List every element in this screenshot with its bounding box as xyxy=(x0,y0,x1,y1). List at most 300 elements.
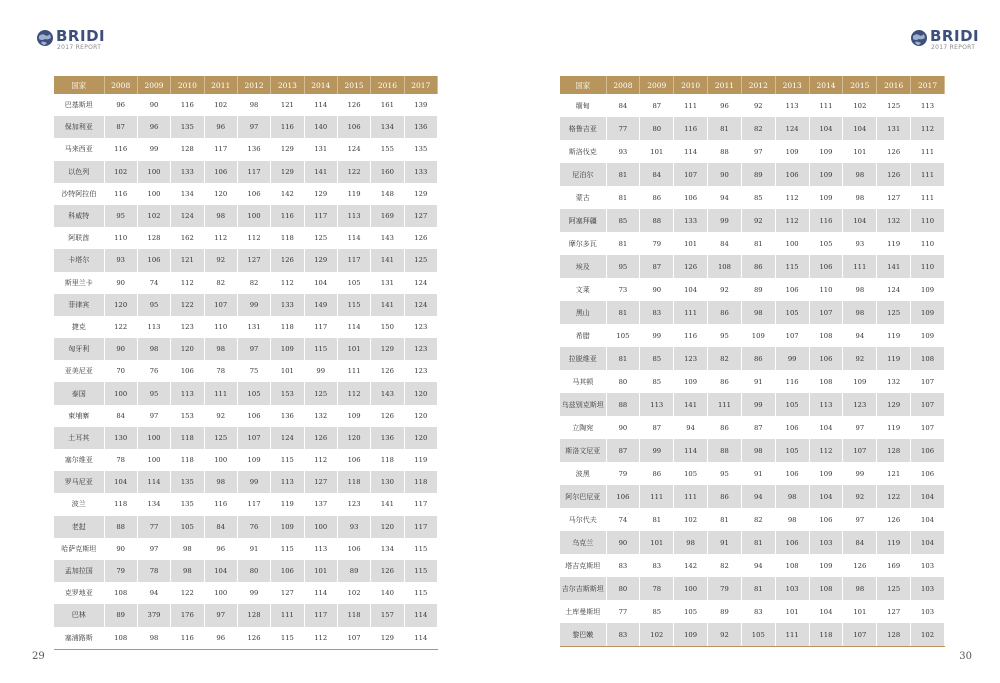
header-year: 2012 xyxy=(237,76,270,94)
index-value-cell: 106 xyxy=(775,278,809,301)
index-value-cell: 97 xyxy=(741,140,775,163)
index-value-cell: 127 xyxy=(271,582,304,604)
index-value-cell: 88 xyxy=(104,516,137,538)
index-value-cell: 109 xyxy=(809,140,843,163)
index-value-cell: 134 xyxy=(371,538,404,560)
country-name-cell: 黑山 xyxy=(560,301,606,324)
index-value-cell: 116 xyxy=(171,94,204,116)
index-value-cell: 99 xyxy=(843,462,877,485)
header-year: 2010 xyxy=(171,76,204,94)
index-value-cell: 119 xyxy=(877,416,911,439)
table-row xyxy=(54,493,438,515)
index-value-cell: 121 xyxy=(271,94,304,116)
index-value-cell: 117 xyxy=(404,493,437,515)
index-value-cell: 98 xyxy=(674,531,708,554)
index-value-cell: 81 xyxy=(606,163,640,186)
country-name-cell: 土耳其 xyxy=(54,427,104,449)
table-row xyxy=(560,600,945,623)
table-row xyxy=(560,163,945,186)
index-value-cell: 109 xyxy=(843,370,877,393)
index-value-cell: 153 xyxy=(271,382,304,404)
index-value-cell: 124 xyxy=(775,117,809,140)
index-value-cell: 120 xyxy=(404,427,437,449)
index-value-cell: 111 xyxy=(674,301,708,324)
index-value-cell: 129 xyxy=(271,138,304,160)
index-value-cell: 92 xyxy=(741,94,775,117)
index-value-cell: 110 xyxy=(204,316,237,338)
index-value-cell: 99 xyxy=(237,294,270,316)
index-value-cell: 107 xyxy=(911,416,945,439)
index-value-cell: 105 xyxy=(337,272,370,294)
logo-subtext: 2017 REPORT xyxy=(931,44,976,51)
index-value-cell: 92 xyxy=(708,278,742,301)
index-value-cell: 118 xyxy=(271,316,304,338)
index-value-cell: 82 xyxy=(708,554,742,577)
index-value-cell: 80 xyxy=(640,117,674,140)
index-value-cell: 107 xyxy=(674,163,708,186)
index-value-cell: 379 xyxy=(137,604,170,626)
index-value-cell: 100 xyxy=(104,382,137,404)
index-value-cell: 109 xyxy=(809,163,843,186)
index-value-cell: 100 xyxy=(137,449,170,471)
header-year: 2011 xyxy=(708,76,742,94)
index-value-cell: 134 xyxy=(171,183,204,205)
index-value-cell: 77 xyxy=(606,117,640,140)
index-value-cell: 86 xyxy=(640,186,674,209)
index-value-cell: 169 xyxy=(877,554,911,577)
globe-icon xyxy=(36,29,54,47)
index-value-cell: 117 xyxy=(304,316,337,338)
index-value-cell: 141 xyxy=(304,161,337,183)
index-value-cell: 118 xyxy=(171,427,204,449)
table-row xyxy=(560,255,945,278)
index-value-cell: 112 xyxy=(171,272,204,294)
index-value-cell: 135 xyxy=(404,138,437,160)
index-value-cell: 89 xyxy=(337,560,370,582)
country-name-cell: 斯洛伐克 xyxy=(560,140,606,163)
index-value-cell: 116 xyxy=(104,183,137,205)
table-row xyxy=(54,138,438,160)
index-value-cell: 92 xyxy=(741,209,775,232)
index-value-cell: 107 xyxy=(204,294,237,316)
index-value-cell: 109 xyxy=(809,186,843,209)
right-page xyxy=(500,0,1000,683)
table-row xyxy=(560,462,945,485)
index-value-cell: 105 xyxy=(171,516,204,538)
index-value-cell: 97 xyxy=(137,538,170,560)
table-row xyxy=(54,427,438,449)
index-value-cell: 101 xyxy=(843,140,877,163)
index-value-cell: 142 xyxy=(271,183,304,205)
header-year: 2011 xyxy=(204,76,237,94)
index-value-cell: 111 xyxy=(674,94,708,117)
index-value-cell: 117 xyxy=(337,249,370,271)
index-value-cell: 106 xyxy=(606,485,640,508)
index-value-cell: 106 xyxy=(775,531,809,554)
index-value-cell: 101 xyxy=(640,531,674,554)
index-value-cell: 106 xyxy=(337,116,370,138)
index-value-cell: 82 xyxy=(741,117,775,140)
index-value-cell: 112 xyxy=(204,227,237,249)
index-value-cell: 126 xyxy=(843,554,877,577)
index-value-cell: 126 xyxy=(371,560,404,582)
table-row xyxy=(54,560,438,582)
index-value-cell: 85 xyxy=(640,347,674,370)
country-name-cell: 摩尔多瓦 xyxy=(560,232,606,255)
index-value-cell: 92 xyxy=(708,623,742,647)
country-name-cell: 菲律宾 xyxy=(54,294,104,316)
index-value-cell: 122 xyxy=(171,582,204,604)
index-value-cell: 108 xyxy=(809,370,843,393)
index-value-cell: 89 xyxy=(708,600,742,623)
country-name-cell: 阿尔巴尼亚 xyxy=(560,485,606,508)
index-value-cell: 102 xyxy=(843,94,877,117)
country-name-cell: 黎巴嫩 xyxy=(560,623,606,647)
index-value-cell: 112 xyxy=(237,227,270,249)
index-value-cell: 81 xyxy=(708,117,742,140)
index-value-cell: 91 xyxy=(741,370,775,393)
country-name-cell: 斯里兰卡 xyxy=(54,272,104,294)
index-value-cell: 79 xyxy=(104,560,137,582)
index-value-cell: 150 xyxy=(371,316,404,338)
index-value-cell: 110 xyxy=(104,227,137,249)
index-value-cell: 108 xyxy=(775,554,809,577)
index-value-cell: 79 xyxy=(640,232,674,255)
index-value-cell: 86 xyxy=(708,485,742,508)
index-value-cell: 104 xyxy=(809,416,843,439)
index-value-cell: 87 xyxy=(640,416,674,439)
index-value-cell: 124 xyxy=(404,272,437,294)
index-value-cell: 99 xyxy=(237,471,270,493)
index-value-cell: 100 xyxy=(137,427,170,449)
table-row xyxy=(560,623,945,647)
index-value-cell: 84 xyxy=(640,163,674,186)
table-row xyxy=(560,370,945,393)
index-value-cell: 124 xyxy=(171,205,204,227)
index-value-cell: 112 xyxy=(337,382,370,404)
index-value-cell: 109 xyxy=(674,623,708,647)
index-value-cell: 113 xyxy=(171,382,204,404)
index-value-cell: 83 xyxy=(640,301,674,324)
table-row xyxy=(54,582,438,604)
index-value-cell: 126 xyxy=(304,427,337,449)
index-value-cell: 136 xyxy=(404,116,437,138)
index-value-cell: 162 xyxy=(171,227,204,249)
index-value-cell: 93 xyxy=(606,140,640,163)
index-value-cell: 111 xyxy=(337,360,370,382)
index-value-cell: 98 xyxy=(741,439,775,462)
country-name-cell: 斯洛文尼亚 xyxy=(560,439,606,462)
index-value-cell: 129 xyxy=(304,249,337,271)
index-value-cell: 82 xyxy=(204,272,237,294)
index-value-cell: 124 xyxy=(271,427,304,449)
index-value-cell: 117 xyxy=(304,205,337,227)
index-value-cell: 107 xyxy=(843,623,877,647)
index-value-cell: 90 xyxy=(104,272,137,294)
index-value-cell: 109 xyxy=(911,324,945,347)
index-value-cell: 97 xyxy=(843,508,877,531)
country-name-cell: 马来西亚 xyxy=(54,138,104,160)
country-name-cell: 文莱 xyxy=(560,278,606,301)
index-value-cell: 91 xyxy=(708,531,742,554)
index-value-cell: 114 xyxy=(674,439,708,462)
country-name-cell: 吉尔吉斯斯坦 xyxy=(560,577,606,600)
country-name-cell: 立陶宛 xyxy=(560,416,606,439)
index-value-cell: 99 xyxy=(304,360,337,382)
country-index-table xyxy=(54,76,438,650)
table-row xyxy=(560,278,945,301)
index-value-cell: 120 xyxy=(404,405,437,427)
index-value-cell: 119 xyxy=(877,232,911,255)
index-value-cell: 108 xyxy=(104,627,137,650)
table-row xyxy=(560,140,945,163)
index-value-cell: 118 xyxy=(404,471,437,493)
index-value-cell: 104 xyxy=(911,485,945,508)
index-value-cell: 125 xyxy=(877,94,911,117)
index-value-cell: 123 xyxy=(404,316,437,338)
index-value-cell: 98 xyxy=(137,627,170,650)
table-row xyxy=(54,627,438,650)
country-name-cell: 阿塞拜疆 xyxy=(560,209,606,232)
index-value-cell: 125 xyxy=(404,249,437,271)
country-name-cell: 蒙古 xyxy=(560,186,606,209)
index-value-cell: 104 xyxy=(809,117,843,140)
page-number: 30 xyxy=(959,651,972,662)
header-year: 2014 xyxy=(809,76,843,94)
header-country: 国家 xyxy=(54,76,104,94)
header-year: 2008 xyxy=(606,76,640,94)
index-value-cell: 125 xyxy=(877,577,911,600)
table-row xyxy=(54,183,438,205)
table-row xyxy=(54,471,438,493)
index-value-cell: 116 xyxy=(674,324,708,347)
index-value-cell: 103 xyxy=(911,554,945,577)
index-value-cell: 117 xyxy=(304,604,337,626)
index-value-cell: 98 xyxy=(775,508,809,531)
table-row xyxy=(560,117,945,140)
index-value-cell: 130 xyxy=(104,427,137,449)
index-value-cell: 100 xyxy=(304,516,337,538)
index-value-cell: 102 xyxy=(674,508,708,531)
index-value-cell: 94 xyxy=(741,485,775,508)
index-value-cell: 129 xyxy=(404,183,437,205)
table-row xyxy=(54,338,438,360)
country-name-cell: 希腊 xyxy=(560,324,606,347)
index-value-cell: 135 xyxy=(171,116,204,138)
index-value-cell: 133 xyxy=(674,209,708,232)
index-value-cell: 95 xyxy=(137,294,170,316)
index-value-cell: 136 xyxy=(237,138,270,160)
index-value-cell: 141 xyxy=(674,393,708,416)
index-value-cell: 84 xyxy=(843,531,877,554)
index-value-cell: 90 xyxy=(104,338,137,360)
index-value-cell: 176 xyxy=(171,604,204,626)
index-value-cell: 85 xyxy=(640,600,674,623)
table-row xyxy=(54,249,438,271)
table-row xyxy=(560,232,945,255)
index-value-cell: 123 xyxy=(404,338,437,360)
index-value-cell: 105 xyxy=(775,301,809,324)
table-row xyxy=(560,416,945,439)
index-value-cell: 105 xyxy=(237,382,270,404)
index-value-cell: 123 xyxy=(404,360,437,382)
index-value-cell: 81 xyxy=(741,577,775,600)
index-value-cell: 106 xyxy=(237,183,270,205)
country-name-cell: 尼泊尔 xyxy=(560,163,606,186)
index-value-cell: 129 xyxy=(271,161,304,183)
index-value-cell: 104 xyxy=(204,560,237,582)
index-value-cell: 119 xyxy=(877,531,911,554)
index-value-cell: 116 xyxy=(171,627,204,650)
index-value-cell: 84 xyxy=(606,94,640,117)
index-value-cell: 129 xyxy=(877,393,911,416)
table-row xyxy=(54,272,438,294)
index-value-cell: 115 xyxy=(271,627,304,650)
index-value-cell: 115 xyxy=(775,255,809,278)
index-value-cell: 126 xyxy=(237,627,270,650)
index-value-cell: 100 xyxy=(775,232,809,255)
logo-text: BRIDI xyxy=(56,27,106,45)
index-value-cell: 108 xyxy=(809,577,843,600)
index-value-cell: 102 xyxy=(337,582,370,604)
table-row xyxy=(560,324,945,347)
header-year: 2014 xyxy=(304,76,337,94)
index-value-cell: 133 xyxy=(404,161,437,183)
index-value-cell: 87 xyxy=(741,416,775,439)
index-value-cell: 117 xyxy=(237,161,270,183)
table-row xyxy=(560,485,945,508)
table-row xyxy=(54,405,438,427)
header-year: 2013 xyxy=(775,76,809,94)
index-value-cell: 125 xyxy=(877,301,911,324)
index-value-cell: 127 xyxy=(877,600,911,623)
index-value-cell: 120 xyxy=(171,338,204,360)
index-value-cell: 108 xyxy=(708,255,742,278)
index-value-cell: 169 xyxy=(371,205,404,227)
index-value-cell: 106 xyxy=(137,249,170,271)
index-value-cell: 90 xyxy=(137,94,170,116)
index-value-cell: 101 xyxy=(337,338,370,360)
index-value-cell: 104 xyxy=(843,117,877,140)
index-value-cell: 133 xyxy=(171,161,204,183)
index-value-cell: 139 xyxy=(404,94,437,116)
index-value-cell: 118 xyxy=(337,471,370,493)
index-value-cell: 136 xyxy=(271,405,304,427)
index-value-cell: 114 xyxy=(404,627,437,650)
index-value-cell: 108 xyxy=(911,347,945,370)
index-value-cell: 122 xyxy=(171,294,204,316)
index-value-cell: 113 xyxy=(304,538,337,560)
table-row xyxy=(560,347,945,370)
index-value-cell: 101 xyxy=(640,140,674,163)
index-value-cell: 114 xyxy=(404,604,437,626)
index-value-cell: 96 xyxy=(204,116,237,138)
index-value-cell: 86 xyxy=(708,370,742,393)
index-value-cell: 98 xyxy=(843,301,877,324)
table-row xyxy=(54,205,438,227)
index-value-cell: 157 xyxy=(371,604,404,626)
index-value-cell: 106 xyxy=(171,360,204,382)
index-value-cell: 93 xyxy=(337,516,370,538)
index-value-cell: 137 xyxy=(304,493,337,515)
index-value-cell: 80 xyxy=(237,560,270,582)
index-value-cell: 116 xyxy=(204,493,237,515)
index-value-cell: 106 xyxy=(674,186,708,209)
index-value-cell: 76 xyxy=(237,516,270,538)
index-value-cell: 101 xyxy=(674,232,708,255)
index-value-cell: 126 xyxy=(371,405,404,427)
index-value-cell: 85 xyxy=(640,370,674,393)
index-value-cell: 130 xyxy=(371,471,404,493)
country-name-cell: 科威特 xyxy=(54,205,104,227)
index-value-cell: 106 xyxy=(337,538,370,560)
index-value-cell: 115 xyxy=(404,560,437,582)
index-value-cell: 106 xyxy=(271,560,304,582)
index-value-cell: 133 xyxy=(271,294,304,316)
index-value-cell: 101 xyxy=(271,360,304,382)
index-value-cell: 124 xyxy=(404,294,437,316)
country-name-cell: 塞尔维亚 xyxy=(54,449,104,471)
index-value-cell: 115 xyxy=(271,449,304,471)
index-value-cell: 114 xyxy=(137,471,170,493)
header-year: 2016 xyxy=(371,76,404,94)
country-name-cell: 捷克 xyxy=(54,316,104,338)
index-value-cell: 131 xyxy=(877,117,911,140)
table-row xyxy=(54,316,438,338)
table-row xyxy=(54,604,438,626)
index-value-cell: 87 xyxy=(606,439,640,462)
index-value-cell: 126 xyxy=(337,94,370,116)
index-value-cell: 98 xyxy=(775,485,809,508)
header-year: 2009 xyxy=(640,76,674,94)
index-value-cell: 128 xyxy=(877,439,911,462)
index-value-cell: 100 xyxy=(204,582,237,604)
country-name-cell: 马尔代夫 xyxy=(560,508,606,531)
index-value-cell: 84 xyxy=(104,405,137,427)
index-value-cell: 79 xyxy=(606,462,640,485)
index-value-cell: 90 xyxy=(104,538,137,560)
index-value-cell: 100 xyxy=(137,161,170,183)
index-value-cell: 98 xyxy=(137,338,170,360)
country-name-cell: 匈牙利 xyxy=(54,338,104,360)
index-value-cell: 112 xyxy=(809,439,843,462)
table-row xyxy=(560,209,945,232)
table-row xyxy=(54,360,438,382)
index-value-cell: 126 xyxy=(404,227,437,249)
index-value-cell: 95 xyxy=(104,205,137,227)
index-value-cell: 104 xyxy=(843,209,877,232)
index-value-cell: 93 xyxy=(843,232,877,255)
index-value-cell: 105 xyxy=(674,462,708,485)
index-value-cell: 120 xyxy=(404,382,437,404)
table-row xyxy=(54,382,438,404)
index-value-cell: 132 xyxy=(877,370,911,393)
header-year: 2015 xyxy=(337,76,370,94)
table-row xyxy=(54,94,438,116)
index-value-cell: 120 xyxy=(104,294,137,316)
table-row xyxy=(560,186,945,209)
index-value-cell: 116 xyxy=(271,116,304,138)
index-value-cell: 160 xyxy=(371,161,404,183)
table-header-row xyxy=(54,76,438,94)
index-value-cell: 112 xyxy=(304,449,337,471)
index-value-cell: 79 xyxy=(708,577,742,600)
index-value-cell: 102 xyxy=(137,205,170,227)
country-name-cell: 老挝 xyxy=(54,516,104,538)
country-name-cell: 孟加拉国 xyxy=(54,560,104,582)
index-value-cell: 109 xyxy=(775,140,809,163)
index-value-cell: 82 xyxy=(237,272,270,294)
